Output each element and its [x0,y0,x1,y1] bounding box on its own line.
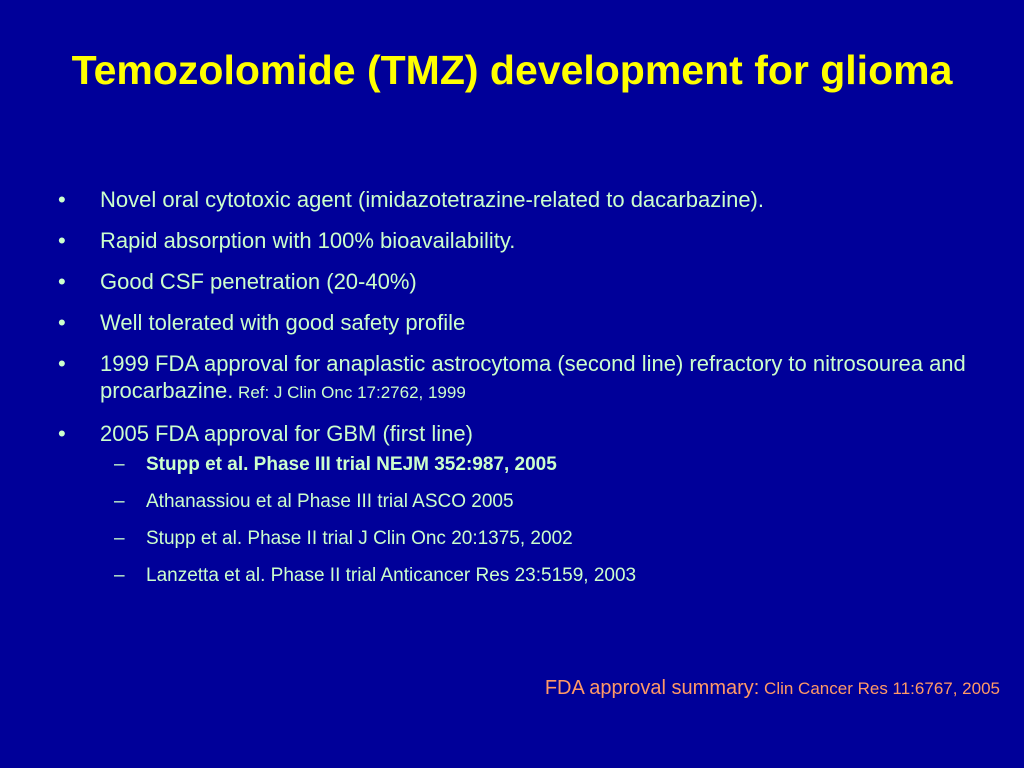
bullet-mark: • [58,187,66,212]
bullet-item [58,227,998,254]
footer-label: FDA approval summary: [544,677,760,699]
bullet-text: Novel oral cytotoxic agent (imidazotetrazine-related to dacarbazine). [100,187,764,212]
bullet-mark: • [58,351,66,376]
bullet-item [58,186,998,213]
bullet-item [58,350,998,406]
bullet-text: 2005 FDA approval for GBM (first line) [100,421,473,446]
bullet-text: Well tolerated with good safety profile [100,310,466,335]
sub-bullet-text: Stupp et al. Phase II trial J Clin Onc 20:1375, 2002 [146,528,573,549]
bullet-mark: • [58,310,66,335]
bullet-text: Good CSF penetration (20-40%) [100,269,417,294]
sub-bullet-item [100,490,998,514]
bullet-item [58,309,998,336]
sub-bullet-text: Lanzetta et al. Phase II trial Anticancer Res 23:5159, 2003 [146,565,637,586]
bullet-mark: • [58,421,66,446]
bullet-mark: • [58,269,66,294]
sub-bullet-list [100,453,998,588]
bullet-mark: • [58,228,66,253]
bullet-item [58,420,998,588]
footer-citation [545,677,1000,700]
bullet-item [58,268,998,295]
sub-bullet-mark: – [114,491,125,512]
bullet-text: Rapid absorption with 100% bioavailability. [100,228,516,253]
sub-bullet-text: Stupp et al. Phase III trial NEJM 352:987, 2005 [146,454,557,475]
bullet-list [58,186,998,602]
sub-bullet-mark: – [114,454,125,475]
footer-reference: Clin Cancer Res 11:6767, 2005 [759,679,1000,698]
bullet-reference: Ref: J Clin Onc 17:2762, 1999 [233,383,466,402]
sub-bullet-text: Athanassiou et al Phase III trial ASCO 2005 [146,491,514,512]
sub-bullet-item [100,527,998,551]
sub-bullet-mark: – [114,565,125,586]
sub-bullet-item [100,453,998,477]
slide-title: Temozolomide (TMZ) development for glioma [71,47,953,93]
sub-bullet-item [100,564,998,588]
bullet-text: 1999 FDA approval for anaplastic astrocytoma (second line) refractory to nitrosourea and procarbazine. [100,351,966,403]
sub-bullet-mark: – [114,528,125,549]
